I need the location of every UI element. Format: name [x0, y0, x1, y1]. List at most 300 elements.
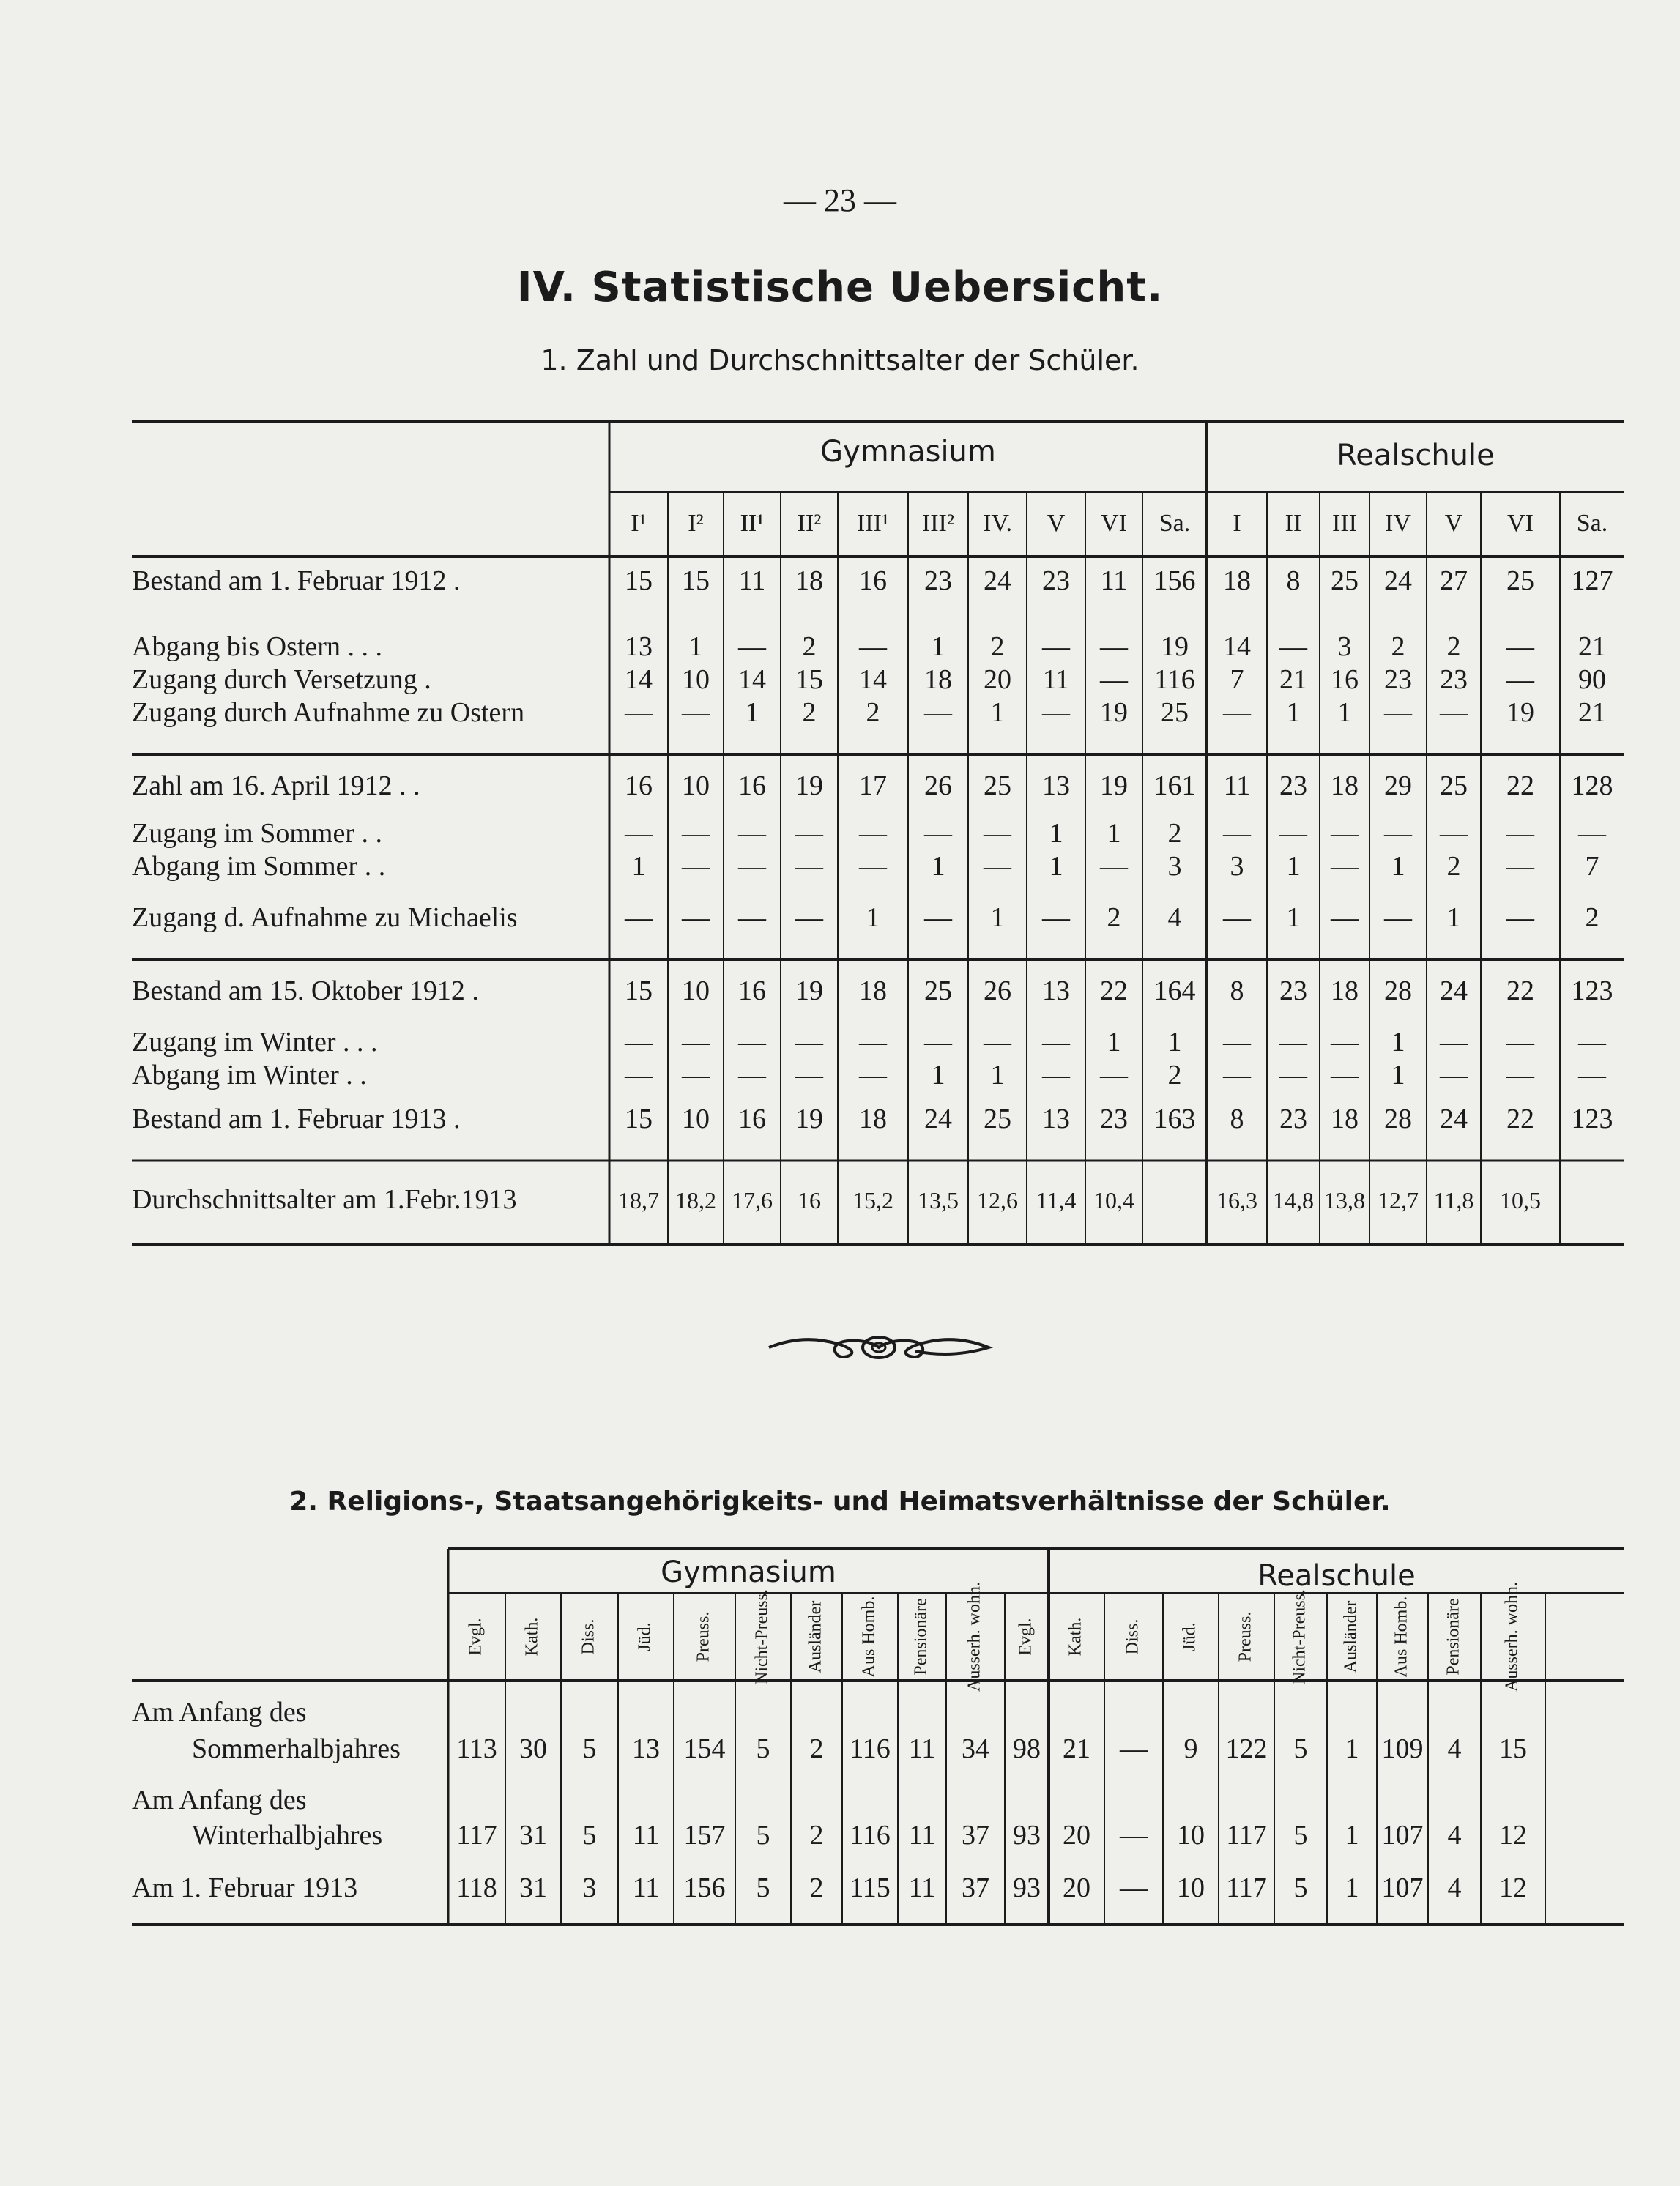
table-cell: 1	[1345, 1733, 1359, 1764]
table-cell: 1	[990, 902, 1005, 933]
row-label: Abgang bis Ostern . . .	[132, 631, 382, 662]
table-cell: 1	[1337, 697, 1352, 728]
column-header: Aus Homb.	[859, 1596, 879, 1678]
table-cell: —	[924, 818, 952, 849]
table-cell: —	[1223, 818, 1251, 849]
page-number: — 23 —	[784, 182, 896, 218]
table-cell: 5	[1293, 1733, 1308, 1764]
table-cell: 16,3	[1216, 1187, 1257, 1213]
column-header: Ausserh. wohn.	[1502, 1582, 1522, 1692]
table-cell: 8	[1230, 975, 1244, 1006]
table-cell: —	[795, 818, 823, 849]
table-cell: 16	[1331, 664, 1359, 695]
table-cell: 23	[924, 565, 952, 596]
table2-subtitle: 2. Religions-, Staatsangehörigkeits- und Heimatsverhältnisse der Schüler.	[289, 1487, 1391, 1517]
table-cell: 14	[738, 664, 766, 695]
table-cell: 115	[850, 1873, 891, 1903]
row-label: Am 1. Februar 1913	[132, 1873, 358, 1903]
table-cell: —	[984, 851, 1011, 882]
table-cell: 11	[632, 1820, 660, 1851]
page-title: IV. Statistische Uebersicht.	[516, 264, 1164, 311]
table-cell: —	[1506, 664, 1534, 695]
table-cell: 3	[1230, 851, 1244, 882]
column-header: IV	[1385, 510, 1411, 537]
table-cell: —	[1506, 902, 1534, 933]
table-cell: 16	[738, 1104, 766, 1134]
table-cell: 10	[682, 770, 710, 801]
column-header: II	[1285, 510, 1302, 537]
row-label: Zugang durch Aufnahme zu Ostern	[132, 697, 525, 728]
table-cell: 19	[1161, 631, 1189, 662]
table-cell: 18	[1331, 1104, 1359, 1134]
table-cell: —	[1384, 818, 1412, 849]
table-cell: 13	[632, 1733, 660, 1764]
column-header: II¹	[740, 510, 765, 537]
table-cell: —	[1042, 697, 1070, 728]
table-cell: 164	[1153, 975, 1196, 1006]
table-cell: 1	[745, 697, 759, 728]
table-cell: 17,6	[732, 1187, 773, 1213]
column-header: IV.	[983, 510, 1012, 537]
table-cell: —	[1042, 1027, 1070, 1057]
table-cell: 25	[984, 770, 1011, 801]
table-cell: 1	[990, 1060, 1005, 1090]
table-cell: —	[1440, 697, 1468, 728]
table-cell: 127	[1571, 565, 1613, 596]
table-cell: 1	[931, 631, 945, 662]
table-cell: 7	[1230, 664, 1244, 695]
table-cell: —	[1506, 1060, 1534, 1090]
table-cell: 156	[1153, 565, 1196, 596]
table-cell: —	[795, 1060, 823, 1090]
table-cell: 23	[1042, 565, 1070, 596]
table-cell: 93	[1013, 1873, 1041, 1903]
table-cell: 18	[924, 664, 952, 695]
table-cell: 10,5	[1500, 1187, 1541, 1213]
table-cell: 28	[1384, 1104, 1412, 1134]
column-header: Aus Homb.	[1391, 1596, 1411, 1678]
table-cell: 18,7	[618, 1187, 659, 1213]
table-cell: —	[1331, 851, 1359, 882]
table-cell: 11	[632, 1873, 660, 1903]
table-cell: —	[1042, 902, 1070, 933]
table-cell: 14	[625, 664, 653, 695]
table-cell: 109	[1381, 1733, 1424, 1764]
table-cell: 10	[1177, 1820, 1205, 1851]
table-cell: 9	[1183, 1733, 1198, 1764]
table-cell: 25	[1331, 565, 1359, 596]
table-cell: 22	[1100, 975, 1128, 1006]
table-cell: 11	[1223, 770, 1251, 801]
column-header: I¹	[631, 510, 647, 537]
table-cell: 98	[1013, 1733, 1041, 1764]
table-cell: —	[1279, 631, 1307, 662]
table-cell: 2	[1167, 818, 1182, 849]
row-label-line1: Am Anfang des	[132, 1785, 307, 1815]
table-cell: 31	[519, 1820, 547, 1851]
table-cell: 15	[1499, 1733, 1527, 1764]
table-cell: 1	[1446, 902, 1461, 933]
table-cell: —	[1578, 818, 1606, 849]
column-header: Nicht-Preuss.	[1290, 1589, 1309, 1684]
table-cell: 17	[859, 770, 887, 801]
column-header: VI	[1101, 510, 1127, 537]
table-cell: 19	[795, 770, 823, 801]
table-cell: —	[1331, 818, 1359, 849]
table-cell: —	[795, 851, 823, 882]
table-cell: 23	[1279, 1104, 1307, 1134]
table-cell: —	[859, 851, 887, 882]
table-cell: 1	[631, 851, 646, 882]
table-cell: 13	[1042, 975, 1070, 1006]
column-header: II²	[797, 510, 822, 537]
table-cell: —	[1120, 1873, 1148, 1903]
table-cell: —	[1223, 1027, 1251, 1057]
column-header: Preuss.	[1235, 1611, 1255, 1662]
table-cell: 2	[990, 631, 1005, 662]
table-cell: 5	[756, 1820, 770, 1851]
table-cell: —	[1279, 818, 1307, 849]
column-header: III¹	[856, 510, 890, 537]
table-cell: 11	[908, 1873, 936, 1903]
table-cell: 107	[1381, 1820, 1424, 1851]
table-cell: 118	[456, 1873, 497, 1903]
table-cell: 113	[456, 1733, 497, 1764]
column-header: I	[1233, 510, 1241, 537]
table-cell: 10	[682, 1104, 710, 1134]
table-cell: —	[924, 697, 952, 728]
row-label: Zahl am 16. April 1912 . .	[132, 770, 420, 801]
table-cell: 25	[1506, 565, 1534, 596]
table-cell: 2	[802, 697, 817, 728]
table-cell: 20	[1063, 1820, 1090, 1851]
table-cell: 5	[756, 1733, 770, 1764]
table-cell: 15,2	[852, 1187, 893, 1213]
row-label: Abgang im Winter . .	[132, 1060, 367, 1090]
table-cell: 24	[984, 565, 1011, 596]
table-cell: 1	[1049, 818, 1063, 849]
table-cell: 16	[625, 770, 653, 801]
table-cell: —	[1331, 1060, 1359, 1090]
table-cell: 2	[1446, 851, 1461, 882]
table-cell: 7	[1585, 851, 1599, 882]
table-cell: 10	[682, 664, 710, 695]
column-header: Sa.	[1576, 510, 1608, 537]
table-cell: 11	[1042, 664, 1070, 695]
table-cell: 18	[1331, 770, 1359, 801]
table-cell: 18	[795, 565, 823, 596]
table-cell: 1	[1286, 851, 1301, 882]
table-cell: 25	[1440, 770, 1468, 801]
table-cell: —	[1120, 1820, 1148, 1851]
column-header: Kath.	[522, 1617, 542, 1657]
row-label: Zugang durch Versetzung .	[132, 664, 431, 695]
table-cell: 116	[1154, 664, 1195, 695]
table-cell: 16	[798, 1187, 821, 1213]
table-cell: 11,8	[1433, 1187, 1474, 1213]
table-cell: —	[795, 902, 823, 933]
table-cell: 25	[984, 1104, 1011, 1134]
table-cell: —	[1331, 902, 1359, 933]
table-cell: 10	[1177, 1873, 1205, 1903]
table-cell: 16	[738, 975, 766, 1006]
table-cell: 2	[809, 1820, 824, 1851]
table-cell: —	[1120, 1733, 1148, 1764]
table-cell: —	[682, 1060, 710, 1090]
table-cell: 34	[962, 1733, 989, 1764]
table-cell: 14	[859, 664, 887, 695]
table-cell: 23	[1279, 770, 1307, 801]
table-cell: 154	[683, 1733, 726, 1764]
table-cell: 90	[1578, 664, 1606, 695]
table-cell: 15	[625, 565, 653, 596]
table-cell: 3	[582, 1873, 597, 1903]
table-cell: —	[924, 902, 952, 933]
table-cell: 23	[1279, 975, 1307, 1006]
table-cell: 3	[1167, 851, 1182, 882]
table-cell: —	[1279, 1060, 1307, 1090]
table-cell: 19	[1506, 697, 1534, 728]
table-cell: 4	[1447, 1820, 1462, 1851]
table-cell: 16	[738, 770, 766, 801]
table-cell: 10,4	[1093, 1187, 1134, 1213]
table-cell: 23	[1100, 1104, 1128, 1134]
table-cell: 93	[1013, 1820, 1041, 1851]
table-cell: —	[1440, 1027, 1468, 1057]
table-cell: 12,6	[977, 1187, 1018, 1213]
table-cell: —	[859, 631, 887, 662]
table-cell: 13	[1042, 1104, 1070, 1134]
table-cell: 4	[1167, 902, 1182, 933]
column-header: Diss.	[579, 1618, 598, 1655]
table-cell: 12,7	[1378, 1187, 1419, 1213]
table-cell: 31	[519, 1873, 547, 1903]
column-header: Ausländer	[806, 1600, 825, 1673]
table-cell: 21	[1279, 664, 1307, 695]
table-cell: 5	[1293, 1820, 1308, 1851]
table-cell: 1	[1049, 851, 1063, 882]
table-cell: 107	[1381, 1873, 1424, 1903]
table-cell: 13	[1042, 770, 1070, 801]
table-cell: 24	[1440, 975, 1468, 1006]
table-cell: 10	[682, 975, 710, 1006]
table-cell: 1	[1167, 1027, 1182, 1057]
table-cell: 23	[1384, 664, 1412, 695]
group-header-gymnasium: Gymnasium	[820, 435, 996, 469]
table-cell: —	[1100, 664, 1128, 695]
table-cell: 22	[1506, 770, 1534, 801]
table-cell: 15	[625, 975, 653, 1006]
table-cell: 20	[1063, 1873, 1090, 1903]
table-cell: —	[738, 902, 766, 933]
table-cell: 15	[795, 664, 823, 695]
column-header: VI	[1507, 510, 1534, 537]
table-cell: 13	[625, 631, 653, 662]
column-header: Pensionäre	[911, 1598, 931, 1676]
table-cell: 5	[582, 1820, 597, 1851]
table-cell: 11	[1100, 565, 1128, 596]
table-cell: —	[984, 818, 1011, 849]
table-cell: 24	[924, 1104, 952, 1134]
row-label-line2: Winterhalbjahres	[192, 1820, 383, 1851]
table-cell: 4	[1447, 1733, 1462, 1764]
table1-subtitle: 1. Zahl und Durchschnittsalter der Schüler.	[540, 344, 1140, 376]
table-cell: 1	[931, 1060, 945, 1090]
table-cell: 161	[1153, 770, 1196, 801]
table-cell: 1	[1391, 1060, 1405, 1090]
table-cell: 20	[984, 664, 1011, 695]
table-cell: 1	[1345, 1873, 1359, 1903]
table-cell: 1	[1286, 902, 1301, 933]
table-cell: —	[859, 1027, 887, 1057]
table-cell: 5	[756, 1873, 770, 1903]
column-header: Diss.	[1123, 1618, 1142, 1655]
table-cell: 37	[962, 1820, 989, 1851]
table-cell: 11	[738, 565, 766, 596]
table-cell: —	[682, 697, 710, 728]
column-header: Evgl.	[466, 1618, 486, 1656]
table-cell: —	[984, 1027, 1011, 1057]
table-cell: —	[1100, 851, 1128, 882]
table-cell: —	[1223, 1060, 1251, 1090]
table-cell: 26	[924, 770, 952, 801]
table-cell: 116	[850, 1820, 891, 1851]
table-cell: 1	[688, 631, 703, 662]
table-cell: 157	[683, 1820, 726, 1851]
table-cell: 19	[795, 1104, 823, 1134]
table-cell: 27	[1440, 565, 1468, 596]
table-cell: 123	[1571, 1104, 1613, 1134]
table-cell: 19	[795, 975, 823, 1006]
column-header: V	[1444, 510, 1463, 537]
group-header-realschule: Realschule	[1257, 1559, 1416, 1593]
table-cell: 18	[1331, 975, 1359, 1006]
table-cell: 11	[908, 1820, 936, 1851]
table-cell: 15	[682, 565, 710, 596]
table-cell: 1	[1286, 697, 1301, 728]
table-cell: 26	[984, 975, 1011, 1006]
table-cell: —	[859, 818, 887, 849]
column-header: Sa.	[1159, 510, 1191, 537]
column-header: Pensionäre	[1443, 1598, 1463, 1676]
table-cell: 18	[1223, 565, 1251, 596]
table-cell: 22	[1506, 1104, 1534, 1134]
table-cell: —	[625, 1060, 653, 1090]
table-cell: 1	[990, 697, 1005, 728]
table-cell: —	[682, 1027, 710, 1057]
column-header: I²	[688, 510, 704, 537]
table-cell: 2	[802, 631, 817, 662]
table-cell: —	[1506, 1027, 1534, 1057]
row-label-line2: Sommerhalbjahres	[192, 1733, 401, 1764]
table-cell: —	[682, 851, 710, 882]
table-cell: —	[1578, 1060, 1606, 1090]
table-cell: —	[1042, 1060, 1070, 1090]
column-header: Jüd.	[635, 1622, 655, 1651]
row-label: Bestand am 15. Oktober 1912 .	[132, 975, 479, 1006]
column-header: III²	[921, 510, 955, 537]
table-cell: 18	[859, 975, 887, 1006]
table-cell: —	[738, 1060, 766, 1090]
table-cell: —	[1506, 818, 1534, 849]
table-cell: —	[682, 902, 710, 933]
table-cell: 1	[1391, 851, 1405, 882]
table-cell: 122	[1225, 1733, 1268, 1764]
column-header: Preuss.	[694, 1611, 713, 1662]
group-header-realschule: Realschule	[1337, 439, 1495, 472]
table-cell: —	[682, 818, 710, 849]
table-cell: 13,5	[918, 1187, 959, 1213]
table-cell: 2	[1167, 1060, 1182, 1090]
table-cell: 24	[1440, 1104, 1468, 1134]
table-cell: —	[924, 1027, 952, 1057]
table-cell: —	[1331, 1027, 1359, 1057]
table-cell: 11,4	[1036, 1187, 1077, 1213]
table-cell: —	[1384, 902, 1412, 933]
table-cell: 12	[1499, 1873, 1527, 1903]
table-cell: —	[1100, 1060, 1128, 1090]
table-cell: 21	[1578, 697, 1606, 728]
table-cell: 37	[962, 1873, 989, 1903]
table-cell: —	[1440, 1060, 1468, 1090]
table-cell: —	[1100, 631, 1128, 662]
table-cell: 15	[625, 1104, 653, 1134]
table-cell: 25	[1161, 697, 1189, 728]
table-cell: —	[1223, 697, 1251, 728]
table-cell: 11	[908, 1733, 936, 1764]
column-header: Jüd.	[1180, 1622, 1200, 1651]
table-cell: 117	[456, 1820, 497, 1851]
table-cell: —	[738, 631, 766, 662]
table-cell: 19	[1100, 770, 1128, 801]
column-header: Ausserh. wohn.	[964, 1582, 984, 1692]
table-cell: 1	[1107, 1027, 1121, 1057]
table-cell: 2	[1585, 902, 1599, 933]
row-label: Zugang im Sommer . .	[132, 818, 382, 849]
table-cell: 1	[1391, 1027, 1405, 1057]
table-cell: 123	[1571, 975, 1613, 1006]
table-cell: —	[625, 902, 653, 933]
column-header: Kath.	[1066, 1617, 1085, 1657]
row-label: Bestand am 1. Februar 1912 .	[132, 565, 461, 596]
table-cell: 1	[1107, 818, 1121, 849]
table-cell: —	[625, 818, 653, 849]
table-cell: 1	[931, 851, 945, 882]
table-cell: 4	[1447, 1873, 1462, 1903]
row-label: Zugang im Winter . . .	[132, 1027, 378, 1057]
table-cell: 19	[1100, 697, 1128, 728]
table-cell: 18,2	[675, 1187, 716, 1213]
table-cell: 2	[809, 1733, 824, 1764]
table-cell: 25	[924, 975, 952, 1006]
column-header: Nicht-Preuss.	[752, 1589, 772, 1684]
table-cell: 1	[1345, 1820, 1359, 1851]
column-header: III	[1332, 510, 1357, 537]
table-cell: 18	[859, 1104, 887, 1134]
table-cell: —	[625, 697, 653, 728]
table-cell: 163	[1153, 1104, 1196, 1134]
table-cell: 2	[809, 1873, 824, 1903]
row-label: Bestand am 1. Februar 1913 .	[132, 1104, 461, 1134]
table-cell: 29	[1384, 770, 1412, 801]
table-cell: —	[738, 851, 766, 882]
row-label: Zugang d. Aufnahme zu Michaelis	[132, 902, 518, 933]
table-cell: —	[738, 818, 766, 849]
table-cell: —	[625, 1027, 653, 1057]
row-label: Durchschnittsalter am 1.Febr.1913	[132, 1184, 517, 1215]
table-cell: 21	[1578, 631, 1606, 662]
table-cell: 117	[1226, 1820, 1267, 1851]
